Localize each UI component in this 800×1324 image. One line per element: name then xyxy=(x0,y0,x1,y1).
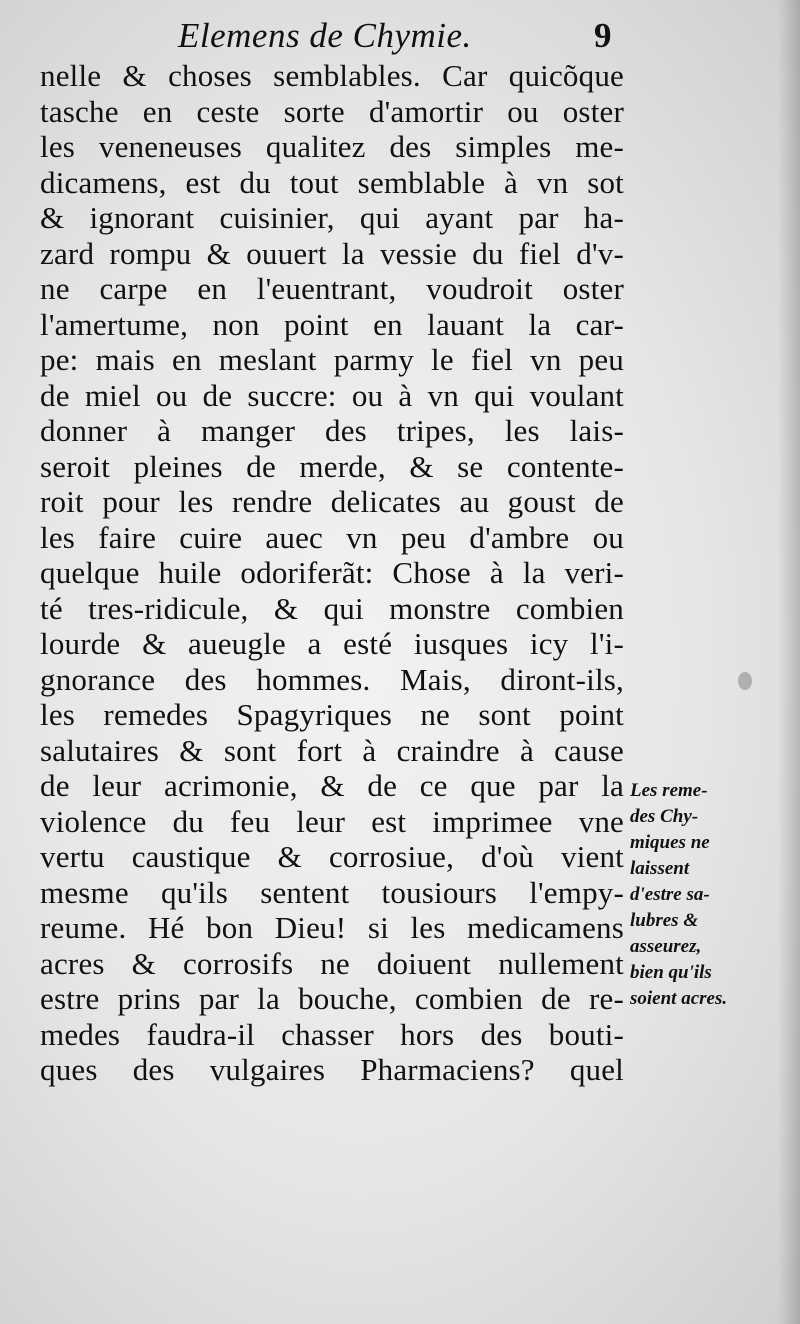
marginal-note-line: laissent xyxy=(630,858,690,879)
text-line: violence du feu leur est imprimee vne xyxy=(40,803,624,839)
text-line: ne carpe en l'euentrant, voudroit oster xyxy=(40,271,624,306)
text-line: salutaires & sont fort à craindre à cause xyxy=(40,732,624,768)
text-line: lourde & aueugle a esté iusques icy l'i- xyxy=(40,626,624,661)
text-line: seroit pleines de merde, & se contente- xyxy=(40,448,624,484)
text-line: les faire cuire auec vn peu d'ambre ou xyxy=(40,519,624,555)
text-line: mesme qu'ils sentent tousiours l'empy- xyxy=(40,874,624,910)
text-line: zard rompu & ouuert la vessie du fiel d'v- xyxy=(40,235,624,271)
text-line: vertu caustique & corrosiue, d'où vient xyxy=(40,839,624,874)
text-line: medes faudra-il chasser hors des bouti- xyxy=(40,1016,624,1052)
text-line: reume. Hé bon Dieu! si les medicamens xyxy=(40,910,624,945)
text-line: ques des vulgaires Pharmaciens? quel xyxy=(40,1052,624,1087)
text-line: de leur acrimonie, & de ce que par la xyxy=(40,768,624,803)
text-line: tasche en ceste sorte d'amortir ou oster xyxy=(40,93,624,129)
running-title: Elemens de Chymie. xyxy=(178,16,472,55)
body-text xyxy=(40,58,624,1088)
text-line: gnorance des hommes. Mais, diront-ils, xyxy=(40,661,624,697)
marginal-note-line: Les reme- xyxy=(630,780,708,801)
text-line: nelle & choses semblables. Car quicõque xyxy=(40,58,624,93)
marginal-note-line: lubres & xyxy=(630,910,699,931)
text-line: quelque huile odoriferãt: Chose à la veri- xyxy=(40,555,624,590)
text-line: dicamens, est du tout semblable à vn sot xyxy=(40,164,624,200)
marginal-note-line: soient acres. xyxy=(630,988,728,1009)
page-number: 9 xyxy=(594,16,612,55)
marginal-note-line: bien qu'ils xyxy=(630,962,712,983)
text-line: acres & corrosifs ne doiuent nullement xyxy=(40,945,624,981)
page-edge-shadow xyxy=(778,0,800,1324)
marginal-note-line: miques ne xyxy=(630,832,710,853)
text-line: l'amertume, non point en lauant la car- xyxy=(40,306,624,342)
page-header xyxy=(0,12,800,56)
text-line: estre prins par la bouche, combien de re- xyxy=(40,981,624,1016)
marginal-note xyxy=(630,778,780,1012)
marginal-note-line: d'estre sa- xyxy=(630,884,710,905)
text-line: pe: mais en meslant parmy le fiel vn peu xyxy=(40,342,624,377)
text-line: té tres-ridicule, & qui monstre combien xyxy=(40,590,624,626)
paper-blemish xyxy=(738,672,752,690)
text-line: roit pour les rendre delicates au goust de xyxy=(40,484,624,519)
text-line: les veneneuses qualitez des simples me- xyxy=(40,129,624,164)
marginal-note-line: des Chy- xyxy=(630,806,699,827)
text-line: donner à manger des tripes, les lais- xyxy=(40,413,624,448)
text-line: les remedes Spagyriques ne sont point xyxy=(40,697,624,732)
text-line: de miel ou de succre: ou à vn qui voulant xyxy=(40,377,624,413)
marginal-note-line: asseurez, xyxy=(630,936,702,957)
text-line: & ignorant cuisinier, qui ayant par ha- xyxy=(40,200,624,235)
